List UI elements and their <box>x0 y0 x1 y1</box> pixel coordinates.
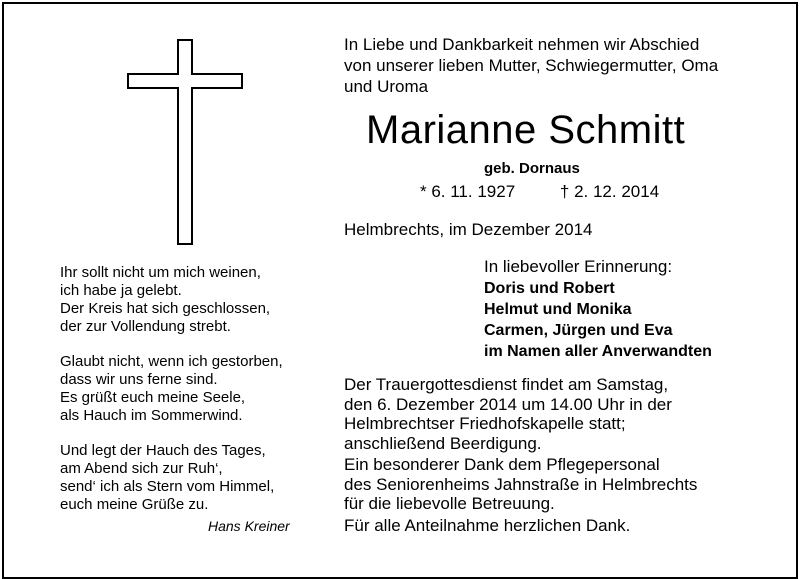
mourner: Carmen, Jürgen und Eva <box>484 322 673 339</box>
deceased-name: Marianne Schmitt <box>366 108 686 152</box>
poem-line: Der Kreis hat sich geschlossen, <box>60 300 271 317</box>
final-thanks: Für alle Anteilnahme herzlichen Dank. <box>344 516 631 535</box>
poem-line: ich habe ja gelebt. <box>60 282 182 299</box>
service-line: Helmbrechtser Friedhofskapelle statt; <box>344 414 626 433</box>
life-dates <box>420 182 659 202</box>
thanks-line: Ein besonderer Dank dem Pflegepersonal <box>344 455 660 474</box>
intro-line: von unserer lieben Mutter, Schwiegermutter, Oma <box>344 56 719 75</box>
birth-date: * 6. 11. 1927 <box>420 182 516 201</box>
poem-line: Ihr sollt nicht um mich weinen, <box>60 264 261 281</box>
thanks-line: des Seniorenheims Jahnstraße in Helmbrechts <box>344 474 698 494</box>
memory-heading: In liebevoller Erinnerung: <box>484 257 673 276</box>
mourner: Helmut und Monika <box>484 301 632 318</box>
service-line: den 6. Dezember 2014 um 14.00 Uhr in der <box>344 394 672 414</box>
poem-line: euch meine Grüße zu. <box>60 496 209 513</box>
poem-line: der zur Vollendung strebt. <box>60 318 231 335</box>
poem-stanza <box>60 264 330 336</box>
poem-line: als Hauch im Sommerwind. <box>60 407 243 424</box>
poem-line: send‘ ich als Stern vom Himmel, <box>60 478 275 495</box>
birth-name: geb. Dornaus <box>484 160 580 177</box>
intro-line: In Liebe und Dankbarkeit nehmen wir Abschied <box>344 35 700 54</box>
poem <box>60 264 330 531</box>
intro-line: und Uroma <box>344 77 429 96</box>
poem-stanza <box>60 353 330 425</box>
service-info <box>344 375 697 514</box>
poem-stanza <box>60 442 330 514</box>
poem-line: dass wir uns ferne sind. <box>60 371 218 388</box>
mourners-list <box>484 278 712 362</box>
intro-text <box>344 34 718 97</box>
place-date: Helmbrechts, im Dezember 2014 <box>344 220 593 239</box>
poem-line: Und legt der Hauch des Tages, <box>60 442 266 459</box>
poem-author: Hans Kreiner <box>208 518 290 534</box>
special-thanks <box>344 455 697 514</box>
poem-line: Glaubt nicht, wenn ich gestorben, <box>60 353 283 370</box>
poem-line: Es grüßt euch meine Seele, <box>60 389 246 406</box>
poem-line: am Abend sich zur Ruh‘, <box>60 460 223 477</box>
mourner: Doris und Robert <box>484 280 615 297</box>
thanks-line: für die liebevolle Betreuung. <box>344 494 555 513</box>
service-line: anschließend Beerdigung. <box>344 433 542 453</box>
cross-icon <box>126 38 246 248</box>
death-date: † 2. 12. 2014 <box>559 182 660 201</box>
service-line: Der Trauergottesdienst findet am Samstag, <box>344 375 669 394</box>
mourner: im Namen aller Anverwandten <box>484 343 712 360</box>
